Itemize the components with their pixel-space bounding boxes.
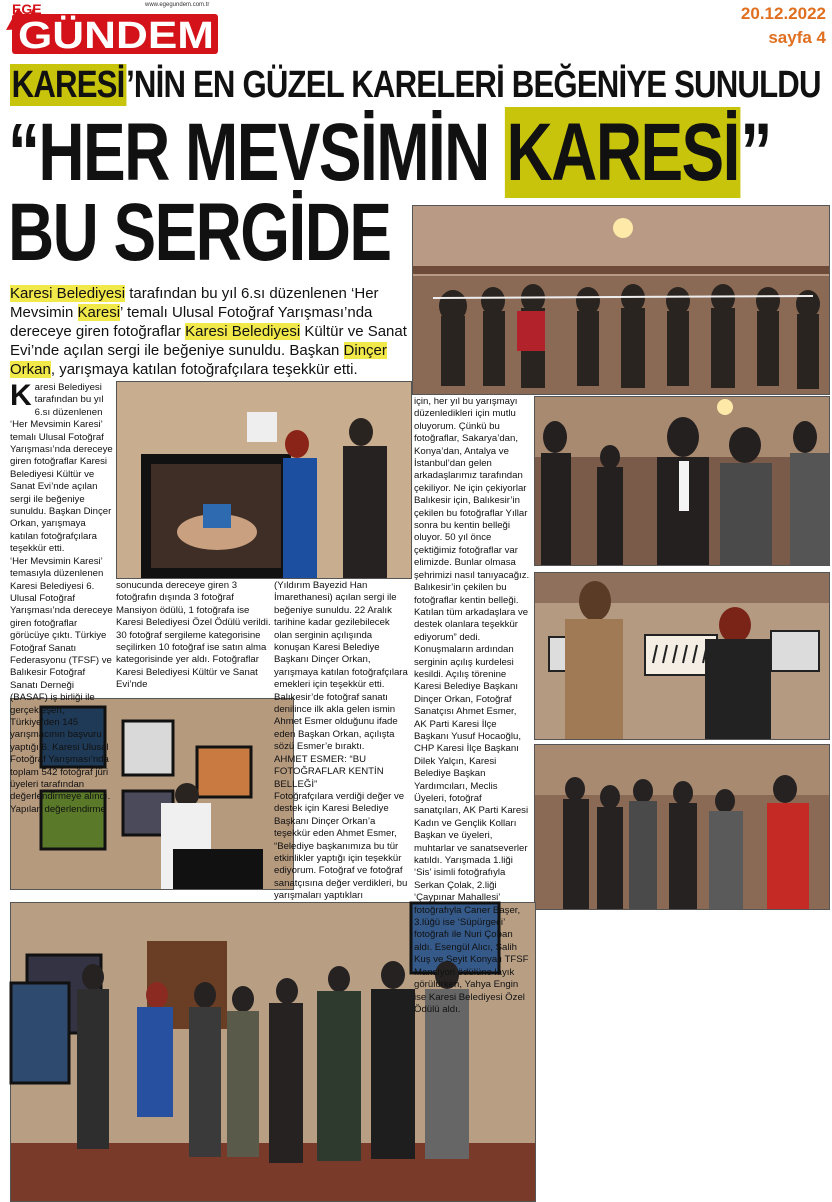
- col3-subheading: AHMET ESMER: “BU FOTOĞRAFLAR KENTİN BELLEĞİ”: [274, 753, 384, 790]
- main-headline-line1: [8, 108, 771, 198]
- main-headline-part2: ”: [740, 107, 771, 198]
- main-headline-part1: “HER MEVSİMİN: [8, 107, 505, 198]
- article-column-1: [10, 379, 114, 815]
- main-headline-line2: BU SERGİDE: [8, 187, 391, 278]
- lead-text2: ’ temalı Ulusal Fotoğraf Yarışması’nda dereceye giren fotoğraflar: [10, 304, 373, 340]
- article-column-4: [414, 396, 530, 1015]
- col3-text: (Yıldırım Bayezid Han İmarethanesi) açılan sergi ile beğeniye sunuldu. 22 Aralık tarihine kadar gezilebilecek olan serginin açılışında konuşan Karesi Belediye Başkanı Dinçer Orkan, yarışmaya katılan fotoğrafçılara emekleri için teşekkür etti. Balıkesir’de fotoğraf sanatı denilince ilk akla gelen ismin Ahmet Esmer olduğunu ifade eden Başkan Orkan, açılışta sözü Esmer’e bıraktı.: [274, 580, 408, 753]
- photo-award-image: [116, 381, 412, 579]
- kicker-rest: ’NİN EN GÜZEL KARELERİ BEĞENİYE SUNULDU: [126, 64, 821, 106]
- lead-hl2: Karesi: [77, 304, 121, 321]
- photo-ribbon-cutting: [412, 205, 830, 395]
- photo-speech: [534, 396, 830, 566]
- page-number: sayfa 4: [768, 28, 826, 47]
- col4-text: için, her yıl bu yarışmayı düzenledikleri için mutlu oluyorum. Çünkü bu fotoğraflar, Sakarya’dan, Konya’dan, Antalya ve İstanbul’dan gelen arkadaşlarımız tarafından çekiliyor. Ne için çekiyorlar Balıkesir için, Balıkesir’in çekilen bu fotoğraflar Yıllar sonra bu kentin belleği oluyor. 50 yıl önce çektiğimiz fotoğraflar var elimizde. Bunlar olmasa şehrimizi nasıl tanıyacağız. Balıkesir’in çekilen bu fotoğraflar kentin belleği. Katılan tüm arkadaşlara ve destek olanlara teşekkür ediyorum” dedi. Konuşmaların ardından serginin açılış kurdelesi kesildi. Açılış törenine Karesi Belediye Başkanı Dinçer Orkan, Fotoğraf Sanatçısı Ahmet Esmer, AK Parti Karesi İlçe Başkanı Yusuf Hocaoğlu, CHP Karesi İlçe Başkanı Dilek Yalçın, Karesi Belediye Başkan Yardımcıları, Meclis Üyeleri, fotoğraf sanatçıları, AK Parti Karesi Kadın ve Gençlik Kolları Başkan ve üyeleri, muhtarlar ve sanatseverler katıldı. Yarışmada 1.liği ‘Sis’ isimli fotoğrafıyla Serkan Çolak, 2.liği ‘Çaypınar Mahallesi’ fotoğrafıyla Caner Başer, 3.lüğü ise ‘Süpürgeci’ fotoğrafı ile Nuri Çoban aldı. Esengül Alıcı, Salih Kuş ve Seyit Konyalı TFSF Mansiyon ödülüne layık görülürken, Yahya Engin ise Karesi Belediyesi Özel Ödülü aldı.: [414, 396, 530, 1015]
- lead-paragraph: [10, 284, 408, 379]
- kicker-highlight: KARESİ: [11, 64, 125, 106]
- photo-viewers: [534, 572, 830, 740]
- lead-text3: Kültür ve Sanat Evi’nde açılan sergi ile beğeniye sunuldu. Başkan: [10, 323, 407, 359]
- col2-text: sonucunda dereceye giren 3 fotoğrafın dışında 3 fotoğraf Mansiyon ödülü, 1 fotoğrafa ise Karesi Belediyesi Özel Ödülü verildi. 30 fotoğraf sergileme kategorisine seçilirken 10 fotoğraf ise satın alma kategorisinde yer aldı. Fotoğraflar Karesi Belediyesi Kültür ve Sanat Evi’nde: [116, 580, 271, 691]
- issue-date: 20.12.2022: [740, 4, 826, 23]
- article-column-3: [274, 580, 410, 902]
- col1-text: aresi Belediyesi tarafından bu yıl 6.sı düzenlenen ‘Her Mevsimin Karesi’ temalı Ulusal Fotoğraf Yarışması’nda dereceye giren fotoğraflar Karesi Belediyesi Kültür ve Sanat Evi’nde açılan sergi ile beğeniye sunuldu. Başkan Dinçer Orkan, yarışmaya katılan fotoğrafçılara teşekkür etti.: [10, 382, 113, 555]
- main-headline-highlight: KARESİ: [506, 107, 739, 198]
- dropcap: K: [10, 379, 32, 412]
- lead-text4: , yarışmaya katılan fotoğrafçılara teşekkür etti.: [50, 361, 358, 378]
- lead-text1: tarafından bu yıl 6.sı düzenlenen ‘Her Mevsimin: [10, 285, 379, 321]
- lead-hl4: Dinçer Orkan: [10, 342, 387, 378]
- col1-text-b: ‘Her Mevsimin Karesi’ temasıyla düzenlenen Karesi Belediyesi 6. Ulusal Fotoğraf Yarışması’nda dereceye giren fotoğraflar görücüye çıktı. Türkiye Fotoğraf Sanatı Federasyonu (TFSF) ve Balıkesir Fotoğraf Sanatı Derneği (BASAF) iş birliği ile gerçekleşen, Türkiye’den 145 yarışmacının başvuru yaptığı 6. Karesi Ulusal Fotoğraf Yarışması’nda toplam 542 fotoğraf jüri üyeleri tarafından değerlendirmeye alındı. Yapılan değerlendirme: [10, 555, 113, 815]
- article-column-2: [116, 580, 272, 696]
- lead-hl3: Karesi Belediyesi: [185, 323, 301, 340]
- masthead-logo: [4, 2, 219, 56]
- lead-hl1: Karesi Belediyesi: [10, 285, 126, 302]
- photo-group-guests: [534, 744, 830, 910]
- logo-ege: EGE: [12, 1, 42, 17]
- kicker-headline: [10, 64, 821, 107]
- masthead-url: www.egegundem.com.tr: [145, 2, 210, 8]
- col3-text-b: Fotoğrafçılara verdiği değer ve destek için Karesi Belediye Başkanı Dinçer Orkan’a teşekkür eden Ahmet Esmer, “Belediye başkanımıza bu tür etkinlikler yaptığı için teşekkür ediyorum. Fotoğraf ve fotoğraf sanatçısına değer verdikleri, bu yarışmaları yaptıkları: [274, 790, 408, 902]
- logo-gundem: GÜNDEM: [18, 15, 187, 57]
